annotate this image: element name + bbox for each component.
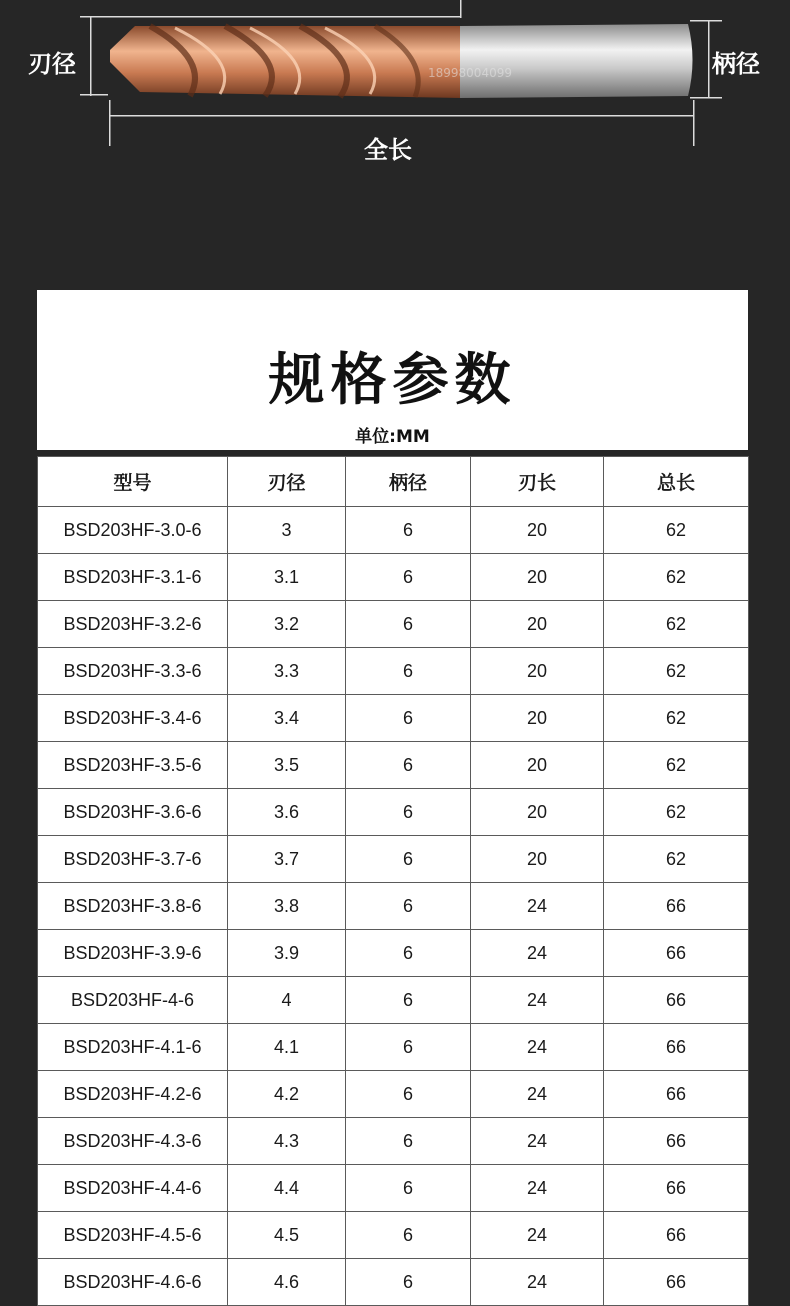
cell-overall-length: 66 [604, 977, 749, 1024]
cell-blade-length: 24 [471, 930, 604, 977]
cell-blade-length: 20 [471, 648, 604, 695]
shank-diameter-label: 柄径 [712, 50, 760, 78]
header-model: 型号 [38, 457, 228, 507]
cell-shank-diameter: 6 [346, 977, 471, 1024]
table-row [38, 1024, 749, 1071]
cell-model: BSD203HF-3.9-6 [38, 930, 228, 977]
cell-blade-diameter: 3.2 [228, 601, 346, 648]
cell-blade-length: 24 [471, 1024, 604, 1071]
table-row [38, 883, 749, 930]
cell-shank-diameter: 6 [346, 1212, 471, 1259]
cell-blade-diameter: 3 [228, 507, 346, 554]
header-blade-length: 刃长 [471, 457, 604, 507]
table-row [38, 1212, 749, 1259]
table-row [38, 930, 749, 977]
cell-model: BSD203HF-4.4-6 [38, 1165, 228, 1212]
cell-blade-length: 24 [471, 977, 604, 1024]
table-row [38, 836, 749, 883]
cell-blade-length: 20 [471, 601, 604, 648]
cell-shank-diameter: 6 [346, 507, 471, 554]
cell-blade-diameter: 3.5 [228, 742, 346, 789]
cell-blade-length: 24 [471, 1259, 604, 1306]
unit-label: 单位:MM [355, 427, 430, 447]
cell-overall-length: 62 [604, 507, 749, 554]
table-row [38, 977, 749, 1024]
table-row [38, 742, 749, 789]
cell-blade-diameter: 4.3 [228, 1118, 346, 1165]
table-row [38, 1165, 749, 1212]
cell-overall-length: 66 [604, 1165, 749, 1212]
cell-shank-diameter: 6 [346, 1259, 471, 1306]
cell-overall-length: 62 [604, 789, 749, 836]
cell-shank-diameter: 6 [346, 1024, 471, 1071]
cell-overall-length: 62 [604, 601, 749, 648]
cell-blade-diameter: 3.1 [228, 554, 346, 601]
cell-overall-length: 62 [604, 554, 749, 601]
cell-overall-length: 66 [604, 1071, 749, 1118]
spec-panel [37, 290, 748, 1306]
spec-header [37, 290, 748, 456]
cell-overall-length: 66 [604, 1259, 749, 1306]
cell-blade-length: 24 [471, 883, 604, 930]
cell-overall-length: 66 [604, 883, 749, 930]
cell-blade-diameter: 4.4 [228, 1165, 346, 1212]
table-row [38, 554, 749, 601]
blade-diameter-label: 刃径 [28, 50, 76, 78]
cell-overall-length: 66 [604, 1118, 749, 1165]
cell-blade-diameter: 4.6 [228, 1259, 346, 1306]
overall-length-label: 全长 [364, 136, 412, 164]
cell-blade-diameter: 4.2 [228, 1071, 346, 1118]
table-row [38, 601, 749, 648]
table-row [38, 648, 749, 695]
cell-blade-length: 20 [471, 695, 604, 742]
cell-blade-diameter: 3.8 [228, 883, 346, 930]
cell-model: BSD203HF-4.1-6 [38, 1024, 228, 1071]
cell-blade-length: 20 [471, 554, 604, 601]
cell-shank-diameter: 6 [346, 930, 471, 977]
cell-model: BSD203HF-3.0-6 [38, 507, 228, 554]
cell-shank-diameter: 6 [346, 695, 471, 742]
cell-blade-length: 20 [471, 742, 604, 789]
cell-blade-length: 24 [471, 1071, 604, 1118]
cell-overall-length: 62 [604, 742, 749, 789]
cell-model: BSD203HF-3.5-6 [38, 742, 228, 789]
cell-model: BSD203HF-4.2-6 [38, 1071, 228, 1118]
cell-blade-diameter: 3.6 [228, 789, 346, 836]
cell-model: BSD203HF-4.6-6 [38, 1259, 228, 1306]
cell-overall-length: 66 [604, 930, 749, 977]
cell-blade-length: 20 [471, 836, 604, 883]
cell-shank-diameter: 6 [346, 1165, 471, 1212]
cell-shank-diameter: 6 [346, 648, 471, 695]
spec-table-body [38, 507, 749, 1306]
cell-shank-diameter: 6 [346, 742, 471, 789]
cell-blade-diameter: 4.5 [228, 1212, 346, 1259]
cell-blade-diameter: 3.7 [228, 836, 346, 883]
table-row [38, 1259, 749, 1306]
cell-model: BSD203HF-4-6 [38, 977, 228, 1024]
cell-overall-length: 62 [604, 648, 749, 695]
cell-overall-length: 62 [604, 695, 749, 742]
cell-model: BSD203HF-3.1-6 [38, 554, 228, 601]
spec-title: 规格参数 [268, 348, 517, 413]
cell-shank-diameter: 6 [346, 836, 471, 883]
cell-model: BSD203HF-3.4-6 [38, 695, 228, 742]
cell-shank-diameter: 6 [346, 1118, 471, 1165]
cell-model: BSD203HF-3.6-6 [38, 789, 228, 836]
header-row [38, 457, 749, 507]
cell-model: BSD203HF-4.5-6 [38, 1212, 228, 1259]
cell-model: BSD203HF-3.2-6 [38, 601, 228, 648]
cell-overall-length: 66 [604, 1212, 749, 1259]
cell-blade-length: 24 [471, 1118, 604, 1165]
cell-blade-diameter: 3.3 [228, 648, 346, 695]
cell-blade-diameter: 4.1 [228, 1024, 346, 1071]
cell-blade-length: 24 [471, 1165, 604, 1212]
cell-blade-diameter: 3.4 [228, 695, 346, 742]
cell-shank-diameter: 6 [346, 601, 471, 648]
cell-blade-length: 20 [471, 507, 604, 554]
spec-table [37, 456, 749, 1306]
cell-overall-length: 66 [604, 1024, 749, 1071]
cell-shank-diameter: 6 [346, 1071, 471, 1118]
header-blade-diameter: 刃径 [228, 457, 346, 507]
cell-overall-length: 62 [604, 836, 749, 883]
table-row [38, 1118, 749, 1165]
cell-blade-length: 24 [471, 1212, 604, 1259]
drill-diagram [0, 0, 790, 290]
cell-model: BSD203HF-4.3-6 [38, 1118, 228, 1165]
cell-blade-length: 20 [471, 789, 604, 836]
table-row [38, 789, 749, 836]
cell-model: BSD203HF-3.3-6 [38, 648, 228, 695]
cell-shank-diameter: 6 [346, 883, 471, 930]
header-overall-length: 总长 [604, 457, 749, 507]
spec-table-head [38, 457, 749, 507]
cell-shank-diameter: 6 [346, 789, 471, 836]
cell-shank-diameter: 6 [346, 554, 471, 601]
cell-blade-diameter: 4 [228, 977, 346, 1024]
header-shank-diameter: 柄径 [346, 457, 471, 507]
table-row [38, 1071, 749, 1118]
cell-model: BSD203HF-3.7-6 [38, 836, 228, 883]
table-row [38, 507, 749, 554]
cell-blade-diameter: 3.9 [228, 930, 346, 977]
table-row [38, 695, 749, 742]
watermark: 18998004099 [428, 66, 512, 80]
cell-model: BSD203HF-3.8-6 [38, 883, 228, 930]
